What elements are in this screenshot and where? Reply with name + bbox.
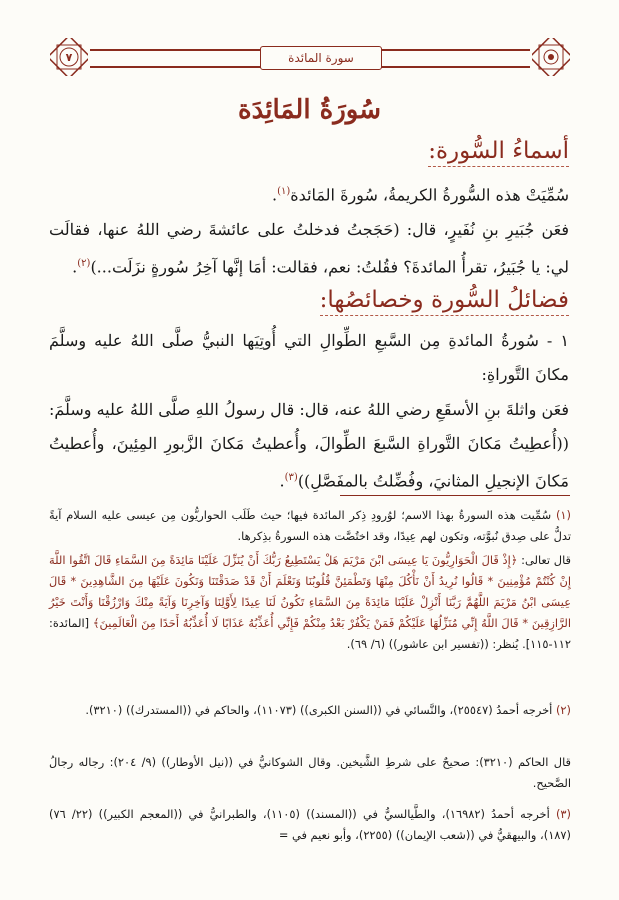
rosette-ornament-icon [532, 38, 570, 76]
paragraph-text: ١ - سُورةُ المائدةِ مِن السَّبعِ الطِّوالِ التي أُوتِيَها النبيُّ صلَّى اللهُ عليه وسلَّمَ مكانَ التَّوراةِ: [49, 331, 569, 384]
paragraph-text: سُمِّيَتْ هذه السُّورةُ الكريمةُ، سُورةَ المَائدة [290, 185, 569, 205]
section-heading-names [428, 138, 569, 167]
footnote-3 [49, 804, 571, 846]
surah-title: سُورَةُ المَائِدَة [237, 95, 382, 125]
section-heading-text: فضائلُ السُّورة وخصائصُها: [319, 287, 569, 313]
footnote-ref[interactable]: (١) [277, 186, 291, 197]
footnote-text: قال الحاكم (٣٢١٠): صحيحٌ على شرطِ الشَّيخين. وقال الشوكانيُّ في ((نيل الأوطار)) (٩/ ٢٠٤): رجاله رجالُ الصَّحيح. [49, 755, 571, 790]
footnote-2-grading [49, 752, 571, 794]
footnote-number: (١) [555, 508, 571, 522]
footnote-1-verse [49, 550, 571, 655]
footnote-text: سُمِّيت هذه السورةُ بهذا الاسم؛ لوُرودِ ذِكر المائدة فيها؛ حيث طَلَب الحواريُّون مِن عيسى عليه السلام آيةً تدلُّ على صِدق نُبوَّته، وتكون لهم عِيدًا، وقد اختُصَّت هذه السورةُ بذِكرها. [49, 508, 571, 543]
footnote-divider [340, 495, 570, 496]
page-number: ٧ [65, 50, 73, 64]
section-heading-virtues [320, 287, 569, 316]
footnote-text: أخرجه أحمدُ (٢٥٥٤٧)، والنَّسائي في ((السنن الكبرى)) (١١٠٧٣)، والحاكم في ((المستدرك)) (٣٢١٠). [85, 703, 553, 717]
paragraph-text: فعَن جُبَيرِ بنِ نُفَيرٍ، قال: (حَجَجتُ فدخلتُ على عائشةَ رضي اللهُ عنها، فقالَت لي: يا جُبَيرُ، تقرأُ المائدةَ؟ فقُلتُ: نعم، فقالت: أمَا إنَّها آخِرُ سُورةٍ نزَلَت...) [49, 220, 569, 277]
heading-underline [320, 315, 569, 316]
footnote-number: (٣) [555, 807, 571, 821]
footnote-ref[interactable]: (٣) [284, 472, 298, 483]
footnote-2 [49, 700, 571, 721]
quran-quote: ﴿إِذْ قَالَ الْحَوَارِيُّونَ يَا عِيسَى ابْنَ مَرْيَمَ هَلْ يَسْتَطِيعُ رَبُّكَ أَنْ يُنَزِّلَ عَلَيْنَا مَائِدَةً مِنَ السَّمَاءِ قَالَ اتَّقُوا اللَّهَ إِنْ كُنْتُمْ مُؤْمِنِينَ * قَالُوا نُرِيدُ أَنْ نَأْكُلَ مِنْهَا وَتَطْمَئِنَّ قُلُوبُنَا وَنَعْلَمَ أَنْ قَدْ صَدَقْتَنَا وَنَكُونَ عَلَيْهَا مِنَ الشَّاهِدِينَ * قَالَ عِيسَى ابْنُ مَرْيَمَ اللَّهُمَّ رَبَّنَا أَنْزِلْ عَلَيْنَا مَائِدَةً مِنَ السَّمَاءِ تَكُونُ لَنَا عِيدًا لِأَوَّلِنَا وَآخِرِنَا وَآيَةً مِنْكَ وَارْزُقْنَا وَأَنْتَ خَيْرُ الرَّازِقِينَ * قَالَ اللَّهُ إِنِّي مُنَزِّلُهَا عَلَيْكُمْ فَمَنْ يَكْفُرْ بَعْدُ مِنْكُمْ فَإِنِّي أُعَذِّبُهُ عَذَابًا لَا أُعَذِّبُهُ أَحَدًا مِنَ الْعَالَمِينَ﴾ [49, 553, 571, 630]
running-title: سورة المائدة [260, 46, 382, 70]
paragraph-names-intro: سُمِّيَتْ هذه السُّورةُ الكريمةُ، سُورةَ المَائدة$^{(١)}$. [272, 185, 569, 205]
footnote-text: [المائدة: ١١٢-١١٥]. يُنظر: ((تفسير ابن عاشور)) (٦/ ٦٩). [49, 616, 571, 651]
footnote-ref[interactable]: (٢) [77, 258, 91, 269]
paragraph-hadith-wathila: فعَن واثلةَ بنِ الأسقَعِ رضي اللهُ عنه، قال: قال رسولُ اللهِ صلَّى اللهُ عليه وسلَّمَ: ((أُعطِيتُ مَكانَ التَّوراةِ السَّبعَ الطِّوالَ، وأُعطيتُ مَكانَ الزَّبورِ المِئِينَ، وأُعطيتُ مَكانَ الإنجيلِ المثانيَ، وفُضِّلتُ بالمفَصَّلِ))$^{(٣)}$. [49, 400, 569, 491]
section-heading-text: أسماءُ السُّورة: [428, 138, 569, 164]
footnote-text: أخرجه أحمدُ (١٦٩٨٢)، والطَّيالسيُّ في ((المسند)) (١١٠٥)، والطبرانيُّ في ((المعجم الكبير)) (٢٢/ ٧٦) (١٨٧)، والبيهقيُّ في ((شعب الإيمان)) (٢٢٥٥)، وأبو نعيم في = [49, 807, 571, 842]
paragraph-text: فعَن واثلةَ بنِ الأسقَعِ رضي اللهُ عنه، قال: قال رسولُ اللهِ صلَّى اللهُ عليه وسلَّمَ: ((أُعطِيتُ مَكانَ التَّوراةِ السَّبعَ الطِّوالَ، وأُعطيتُ مَكانَ الزَّبورِ المِئِينَ، وأُعطيتُ مَكانَ الإنجيلِ المثانيَ، وفُضِّلتُ بالمفَصَّلِ)) [49, 400, 569, 491]
footnote-number: (٢) [555, 703, 571, 717]
footnote-text: قال تعالى: [517, 553, 571, 567]
paragraph-virtue-1 [49, 324, 569, 392]
running-header [50, 38, 570, 78]
heading-underline [428, 166, 569, 167]
paragraph-hadith-aisha: فعَن جُبَيرِ بنِ نُفَيرٍ، قال: (حَجَجتُ فدخلتُ على عائشةَ رضي اللهُ عنها، فقالَت لي: يا جُبَيرُ، تقرأُ المائدةَ؟ فقُلتُ: نعم، فقالت: أمَا إنَّها آخِرُ سُورةٍ نزَلَت...)$^{(٢)}$. [49, 220, 569, 277]
footnote-1 [49, 505, 571, 547]
